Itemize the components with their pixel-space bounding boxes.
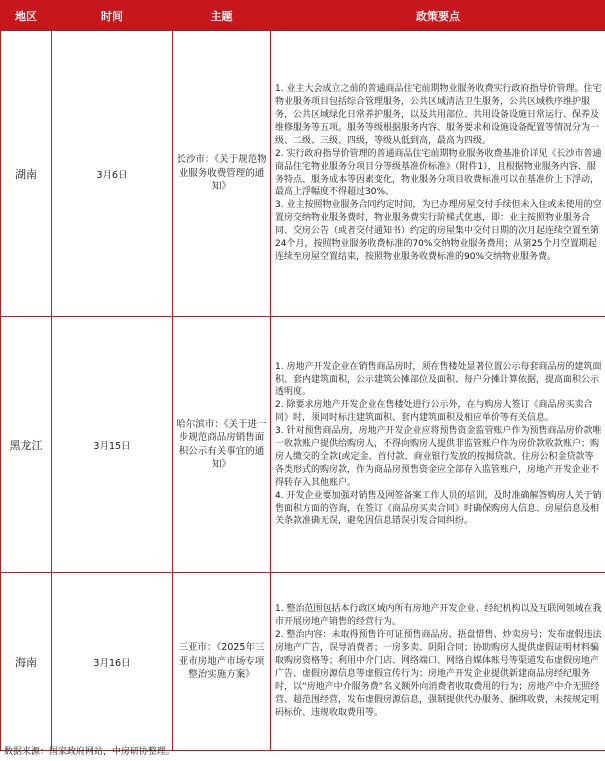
cell-region: 海南 [1,573,52,751]
policy-point: 4. 开发企业要加强对销售及网签备案工作人员的培训，及时准确解答购房人关于销售面积方面的咨询，在签订《商品房买卖合同》时确保购房人信息、房屋信息及相关条款准确无误，避免因信息错误引发合同纠纷。 [275,490,602,527]
cell-points [271,31,605,317]
policy-point: 2. 实行政府指导价管理的普通商品住宅前期物业服务收费基准价详见《长沙市普通商品住宅物业服务分项目分等级基准价标准》（附件1），且根据物业服务内容、服务特点、服务成本等因素变化，物业服务分项目收费标准可以在基准价上下浮动，最高上浮幅度不得超过30%。 [275,148,602,198]
table-row [1,573,605,751]
cell-topic: 哈尔滨市：《关于进一步规范商品房销售面积公示有关事宜的通知》 [173,317,271,573]
cell-points [271,573,605,751]
cell-points [271,317,605,573]
policy-point: 2. 整治内容：未取得预售许可证预售商品房、捂盘惜售、炒卖房号；发布虚假违法房地产广告，误导消费者；一房多卖、阴阳合同；协助购房人提供虚假证明材料骗取购房资格等；利用中介门店、网络端口、网络自媒体账号等渠道发布虚假房地产广告、虚假房源信息等虚假宣传行为；房地产开发企业提供新建商品房经纪服务时，以“房地产中介服务费”名义额外向消费者收取费用的行为；房地产中介无照经营、超范围经营，发布虚假房源信息，强制提供代办服务、捆绑收费，未按规定明码标价、违规收取费用等。 [275,630,602,718]
cell-topic: 长沙市：《关于规范物业服务收费管理的通知》 [173,31,271,317]
header-region: 地区 [1,1,52,31]
cell-region: 湖南 [1,31,52,317]
cell-topic: 三亚市：《2025年三亚市房地产市场专项整治实施方案》 [173,573,271,751]
policy-point: 3. 针对预售商品房，房地产开发企业应将预售资金监管账户作为预售商品房价款唯一收款账户提供给购房人，不得向购房人提供非监管账户作为房价款收款账户；购房人缴交的全款(或定金、首付款、商业银行发放的按揭贷款、住房公积金贷款等各类形式的购房款，作为商品房预售资金应全部存入监管账户，房地产开发企业不得转存入其他账户。 [275,426,602,488]
table-header-row [1,1,605,31]
cell-date: 3月15日 [52,317,173,573]
policy-point: 2. 除要求房地产开发企业在售楼处进行公示外，在与购房人签订《商品房买卖合同》时，须同时标注建筑面积、套内建筑面积及相应单价等有关信息。 [275,400,593,424]
cell-region: 黑龙江 [1,317,52,573]
policy-point: 1. 整治范围包括本行政区域内所有房地产开发企业、经纪机构以及互联网领域在我市开展房地产销售的经营行为。 [275,604,602,628]
source-note: 数据来源：国家政府网站，中房研协整理。 [4,747,176,757]
table-row [1,317,605,573]
cell-date: 3月6日 [52,31,173,317]
header-points: 政策要点 [271,1,605,31]
policy-point: 3. 业主按照物业服务合同约定时间，为已办理房屋交付手续但未入住或未使用的空置房交纳物业服务费时，物业服务费实行阶梯式优惠，即：业主按照物业服务合同、交房公告（或者交付通知书）约定的房屋集中交付日期的次月起连续空置至第24个月，按照物业服务收费标准的70%交纳物业服务费用；从第25个月空置期起连续至房屋空置结束，按照物业服务收费标准的90%交纳物业服务费。 [275,200,602,262]
table-row [1,31,605,317]
policy-point: 1. 房地产开发企业在销售商品房时，须在售楼处显著位置公示每套商品房的建筑面积、套内建筑面积，公示建筑公摊部位及面积、每户分摊计算依据，提高面积公示透明度。 [275,361,602,398]
policy-point: 1. 业主大会成立之前的普通商品住宅前期物业服务收费实行政府指导价管理。住宅物业服务项目包括综合管理服务，公共区域清洁卫生服务，公共区域秩序维护服务，公共区域绿化日常养护服务，以及共用部位、共用设备设施日常运行、保养及维修服务等五项。服务等级根据服务内容、服务要求和设施设备配置等情况分为一级、二级、三级、四级，等级从低到高，最高为四级。 [275,84,602,146]
header-topic: 主题 [173,1,271,31]
header-date: 时间 [52,1,173,31]
cell-date: 3月16日 [52,573,173,751]
